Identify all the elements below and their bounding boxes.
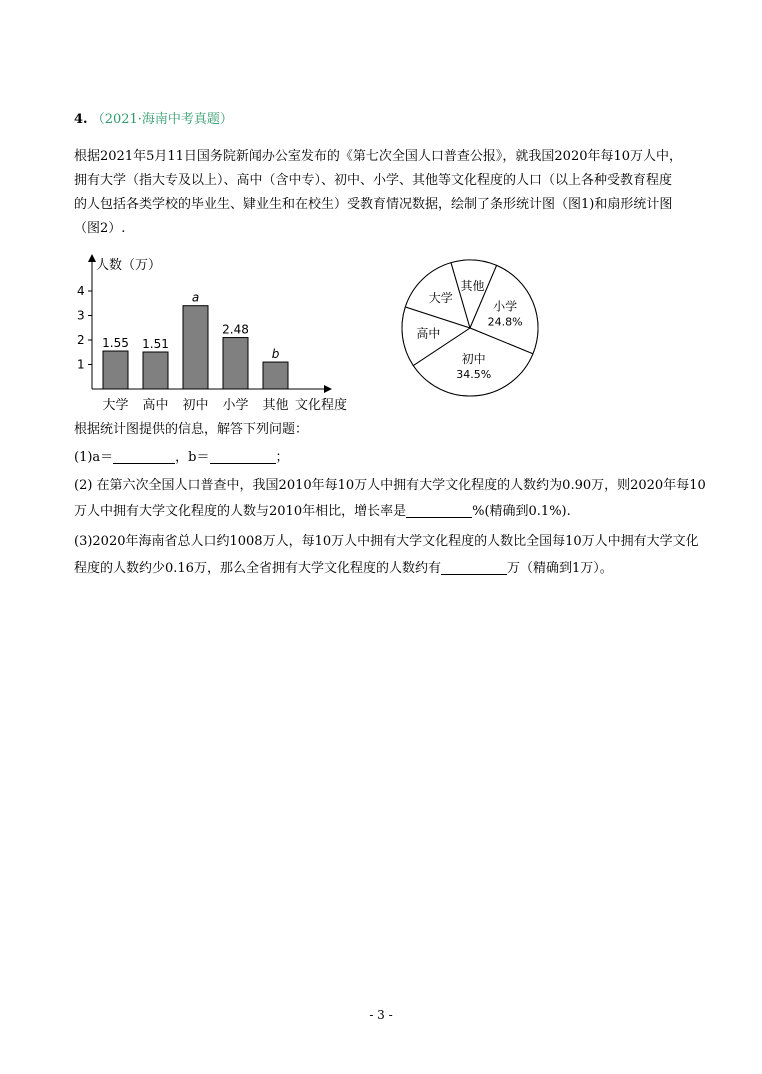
y-axis-arrow [88, 254, 96, 262]
bar-value-label: 2.48 [222, 322, 249, 337]
x-tick-label: 初中 [182, 398, 209, 413]
page-number: - 3 - [369, 1008, 393, 1022]
sub1-mid: ，b＝ [175, 450, 210, 465]
sub-question-3-line1: (3)2020年海南省总人口约1008万人，每10万人中拥有大学文化程度的人数比全国每10万人中拥有大学文化 [74, 534, 699, 549]
pie-slice-label: 大学 [428, 290, 453, 305]
pie-slice-percent: 34.5% [456, 367, 492, 381]
bar [183, 306, 208, 389]
question-intro [74, 145, 696, 241]
y-tick-label: 1 [77, 357, 85, 372]
bar-chart [60, 252, 360, 414]
x-axis-label: 文化程度 [295, 398, 348, 413]
pie-slice-percent: 24.8% [487, 315, 523, 329]
sub-question-2-line1: (2) 在第六次全国人口普查中，我国2010年每10万人中拥有大学文化程度的人数约为0.90万，则2020年每10 [74, 478, 706, 493]
answer-blank-a[interactable] [113, 449, 175, 464]
question-prompt: 根据统计图提供的信息，解答下列问题： [74, 422, 309, 437]
sub-question-2-line2 [74, 500, 571, 519]
x-tick-label: 小学 [222, 398, 249, 413]
intro-line: 拥有大学（指大专及以上）、高中（含中专）、初中、小学、其他等文化程度的人口（以上各种受教育程度 [74, 173, 673, 188]
pie-slice-label: 初中 [461, 351, 486, 366]
answer-blank-b[interactable] [210, 449, 276, 464]
question-header [74, 108, 233, 127]
question-number: 4. [74, 112, 88, 127]
y-tick-label: 2 [77, 333, 85, 347]
x-axis-arrow [324, 385, 332, 393]
sub3-suffix: 万（精确到1万）。 [506, 561, 613, 576]
y-axis-label: 人数（万） [96, 258, 162, 273]
intro-line: 的人包括各类学校的毕业生、肄业生和在校生）受教育情况数据，绘制了条形统计图（图1)和扇形统计图 [74, 197, 673, 212]
sub1-end: ； [275, 450, 289, 465]
x-tick-label: 大学 [102, 398, 129, 413]
x-tick-label: 其他 [262, 398, 289, 413]
x-tick-label: 高中 [142, 398, 169, 413]
bar-value-label: 1.55 [102, 336, 129, 351]
sub3-prefix: 程度的人数约少0.16万，那么全省拥有大学文化程度的人数约有 [74, 561, 441, 576]
intro-line: （图2）. [74, 221, 126, 236]
sub2-prefix: 万人中拥有大学文化程度的人数与2010年相比，增长率是 [74, 504, 407, 519]
sub-question-3-line2 [74, 557, 613, 576]
bar-value-label: b [271, 347, 280, 362]
sub-question-1 [74, 446, 289, 465]
bar-value-label: 1.51 [142, 337, 169, 352]
y-tick-label: 4 [77, 284, 85, 298]
intro-line: 根据2021年5月11日国务院新闻办公室发布的《第七次全国人口普查公报》，就我国2020年每10万人中， [74, 149, 683, 164]
bar [223, 338, 248, 389]
bar [143, 352, 168, 389]
y-tick-label: 3 [77, 308, 85, 323]
sub1-prefix: (1)a＝ [74, 450, 114, 465]
pie-slice-label: 其他 [460, 279, 485, 294]
bar [103, 351, 128, 389]
bar [263, 362, 288, 389]
bar-value-label: a [191, 290, 200, 305]
pie-slice-label: 小学 [493, 299, 518, 314]
question-source: （2021·海南中考真题） [91, 112, 233, 127]
pie-slice-label: 高中 [416, 326, 441, 341]
pie-chart [395, 255, 545, 405]
answer-blank-hainan[interactable] [441, 560, 507, 575]
sub2-suffix: %(精确到0.1%). [472, 504, 571, 519]
answer-blank-growth[interactable] [406, 503, 472, 518]
